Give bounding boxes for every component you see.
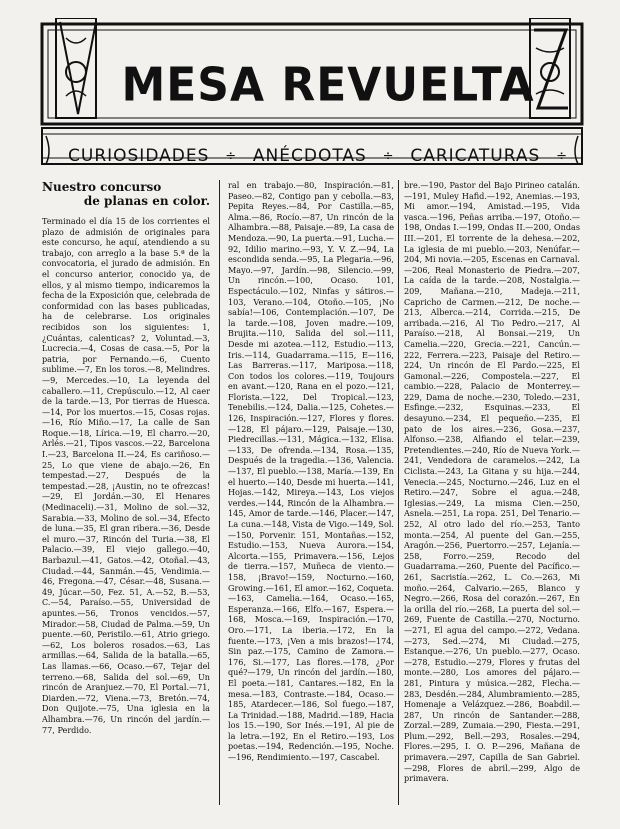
column-3 <box>404 180 580 810</box>
subtitle-anecdotas: ANÉCDOTAS <box>252 146 367 166</box>
subtitle-separator-1: ÷ <box>225 148 238 164</box>
subtitle-separator-2: ÷ <box>382 148 395 164</box>
subtitle-caricaturas: CARICATURAS <box>410 146 541 166</box>
masthead-title: MESA REVUELTA <box>121 58 535 113</box>
column-2 <box>228 180 394 810</box>
article-heading-line1: Nuestro concurso <box>42 180 162 194</box>
article-body-col1: Terminado el día 15 de los corrientes el plazo de admisión de originales para este concurso, he aquí, atendiendo a su trabajo, con arreglo a la base 5.ª de la convocatoria, el jurado de admisión. En el concurso anterior, conocido ya, de ellos, y al mismo tiempo, indicaremos la fecha de la Exposición que, celebrada de conformidad con las bases publicadas, ha de celebrarse. Los originales recibidos son los siguientes: 1, ¿Cuántas, calenticas? 2, Voluntad.—3, Lucrecia.—4, Cosas de casa.—5, Por la patria, por Fernando.—6, Cuento sublime.—7, En los toros.—8, Melindres.—9, Mercedes.—10, La leyenda del caballero.—11, Crepúsculo.—12, Al caer de la tarde.—13, Por tierras de Huesca.—14, Por los muertos.—15, Cosas rojas.—16, Río Miño.—17, La calle de San Roque.—18, Lírica.—19, El charro.—20, Arlés.—21, Tipos vascos.—22, Barcelona I.—23, Barcelona II.—24, Es cariñoso.—25, Lo que viene de abajo.—26, En tempestad.—27, Después de la tempestad.—28, ¡Austin, no te ofrezcas!—29, El Jordán.—30, El Henares (Medinaceli).—31, Molino de sol.—32, Sarabia.—33, Molino de sol.—34, Efecto de luna.—35, El gran ribera.—36, Desde el muro.—37, Rincón del Turia.—38, El Palacio.—39, El viejo gallego.—40, Barbazul.—41, Gatos.—42, Otoñal.—43, Ciudad.—44, Sanmán.—45, Vendimia.—46, Fregona.—47, César.—48, Susana.—49, Júcar.—50, Fez. 51, A.—52, B.—53, C.—54, Paraíso.—55, Universidad de apuntes.—56, Tronos vencidos.—57, Mirador.—58, Ciudad de Palma.—59, Un puente.—60, Peristilo.—61, Atrio griego.—62, Los boleros rosados.—63, Las armillas.—64, Salida de la batalla.—65, Las llamas.—66, Ocaso.—67, Tejar del terreno.—68, Salida del sol.—69, Un rincón de Aranjuez.—70, El Portal.—71, Diarden.—72, Viena.—73, Bretón.—74, Don Quijote.—75, Una iglesia en la Alhambra.—76, Un rincón del jardín.—77, Perdido. <box>42 216 210 735</box>
column-divider-1 <box>219 180 220 805</box>
article-body-col3: bre.—190, Pastor del Bajo Pirineo catalán.—191, Muley Hafid.—192, Anemias.—193, Mi amor.—194, Amistad.—195, Vida vasca.—196, Peñas arriba.—197, Otoño.—198, Ondas I.—199, Ondas II.—200, Ondas III.—201, El torrente de la dehesa.—202, La iglesia de mi pueblo.—203, Nenúfar.—204, Mi novia.—205, Escenas en Carnaval.—206, Real Monasterio de Piedra.—207, La caída de la tarde.—208, Nostalgia.—209, Mañana.—210, Madeja.—211, Capricho de Carmen.—212, De noche.—213, Alberca.—214, Corrida.—215, De arribada.—216, Al Tio Pedro.—217, Al Paraíso.—218, Al Bonsai.—219, Un Camelia.—220, Grecia.—221, Cancún.—222, Ferrera.—223, Paisaje del Retiro.—224, Un rincón de El Pardo.—225, El Gamonal.—226, Compostela.—227, El cambio.—228, Palacio de Monterrey.—229, Dama de noche.—230, Toledo.—231, Esfinge.—232, Esquinas.—233, El desayuno.—234, El pequeño.—235, El pato de los aires.—236, Gosa.—237, Alfonso.—238, Alfiando el telar.—239, Pretendientes.—240, Río de Nueva York.—241, Vendedora de caramelos.—242, La Ciclista.—243, La Gitana y su hija.—244, Venecia.—245, Nocturno.—246, Luz en el Retiro.—247, Sobre el agua.—248, Iglesias.—249, La misma Cien.—250, Asnela.—251, La ropa. 251, Del Tenario.—252, Al otro lado del río.—253, Tanto monta.—254, Al puente del Gan.—255, Aragón.—256, Puertorro.—257, Lejanía.—258, Forro.—259, Recodo del Guadarrama.—260, Puente del Pacífico.—261, Sacristía.—262, L. Co.—263, Mi moño.—264, Calvario.—265, Blanco y Negro.—266, Rosa del corazón.—267, En la orilla del río.—268, La puerta del sol.—269, Fuente de Castilla.—270, Nocturno.—271, El agua del campo.—272, Vedana.—273, Sed.—274, Mi Ciudad.—275, Estanque.—276, Un pueblo.—277, Ocaso.—278, Estudio.—279, Flores y frutas del monte.—280, Los amores del pájaro.—281, Pintura y música.—282, Flecha.—283, Desdén.—284, Alumbramiento.—285, Homenaje a Velázquez.—286, Boabdil.—287, Un rincón de Santander.—288, Zorzal.—289, Zumaia.—290, Fiesta.—291, Plum.—292, Bell.—293, Rosales.—294, Flores.—295, I. O. P.—296, Mañana de primavera.—297, Capilla de San Gabriel.—298, Flores de abril.—299, Algo de primavera. <box>404 180 580 784</box>
article-body-col2: ral en trabajo.—80, Inspiración.—81, Paseo.—82, Contigo pan y cebolla.—83, Pepita Reyes.—84, Por Castilla.—85, Alma.—86, Rocío.—87, Un rincón de la Alhambra.—88, Paisaje.—89, La casa de Mendoza.—90, La puerta.—91, Lucha.—92, Idilio marino.—93, Y. V. Z.—94, La escondida senda.—95, La Plegaria.—96, Mayo.—97, Jardín.—98, Silencio.—99, Un rincón.—100, Ocaso. 101, Espectáculo.—102, Ninfas y sátiros.—103, Verano.—104, Otoño.—105, ¡No sabía!—106, Contemplación.—107, De la tarde.—108, Joven madre.—109, Brujita.—110, Salida del sol.—111, Desde mi azotea.—112, Estudio.—113, Iris.—114, Guadarrama.—115, E—116, Las Barreras.—117, Mariposa.—118, Con todos los colores.—119, Toujours en avant.—120, Rana en el pozo.—121, Florista.—122, Del Tropical.—123, Tenebilis.—124, Dalia.—125, Cohetes.—126, Inspiración.—127, Flores y flores.—128, El pájaro.—129, Paisaje.—130, Piedrecillas.—131, Mágica.—132, Elisa.—133, De ofrenda.—134, Rosa.—135, Después de la tragedia.—136, Valencia.—137, El pueblo.—138, María.—139, En el huerto.—140, Desde mi huerta.—141, Hojas.—142, Mireya.—143, Los viejos verdes.—144, Rincón de la Alhambra.—145, Amor de tarde.—146, Placer.—147, La cuna.—148, Vista de Vigo.—149, Sol.—150, Porvenir. 151, Montañas.—152, Estudio.—153, Nueva Aurora.—154, Alcorta.—155, Primavera.—156, Lejos de tierra.—157, Muñeca de viento.—158, ¡Bravo!—159, Nocturno.—160, Growing.—161, El amor.—162, Coqueta.—163, Camelia.—164, Ocaso.—165, Esperanza.—166, Elfo.—167, Espera.—168, Mosca.—169, Inspiración.—170, Oro.—171, La iberia.—172, En la fuente.—173, ¡Ven a mis brazos!—174, Sin paz.—175, Camino de Zamora.—176, Si.—177, Las flores.—178, ¿Por qué?—179, Un rincón del jardín.—180, El poeta.—181, Cantares.—182, En la mesa.—183, Contraste.—184, Ocaso.—185, Atardecer.—186, Sol fuego.—187, La Trinidad.—188, Madrid.—189, Hacia los 15.—190, Sor Inés.—191, Al pie de la letra.—192, En el Retiro.—193, Los poetas.—194, Redención.—195, Noche.—196, Rendimiento.—197, Cascabel. <box>228 180 394 763</box>
masthead <box>38 18 586 168</box>
article-heading-line2: de planas en color. <box>83 194 210 208</box>
masthead-subtitle <box>68 146 568 166</box>
subtitle-separator-3: ÷ <box>556 148 568 164</box>
column-1 <box>42 180 210 810</box>
subtitle-curiosidades: CURIOSIDADES <box>68 146 210 166</box>
column-divider-2 <box>398 180 399 805</box>
